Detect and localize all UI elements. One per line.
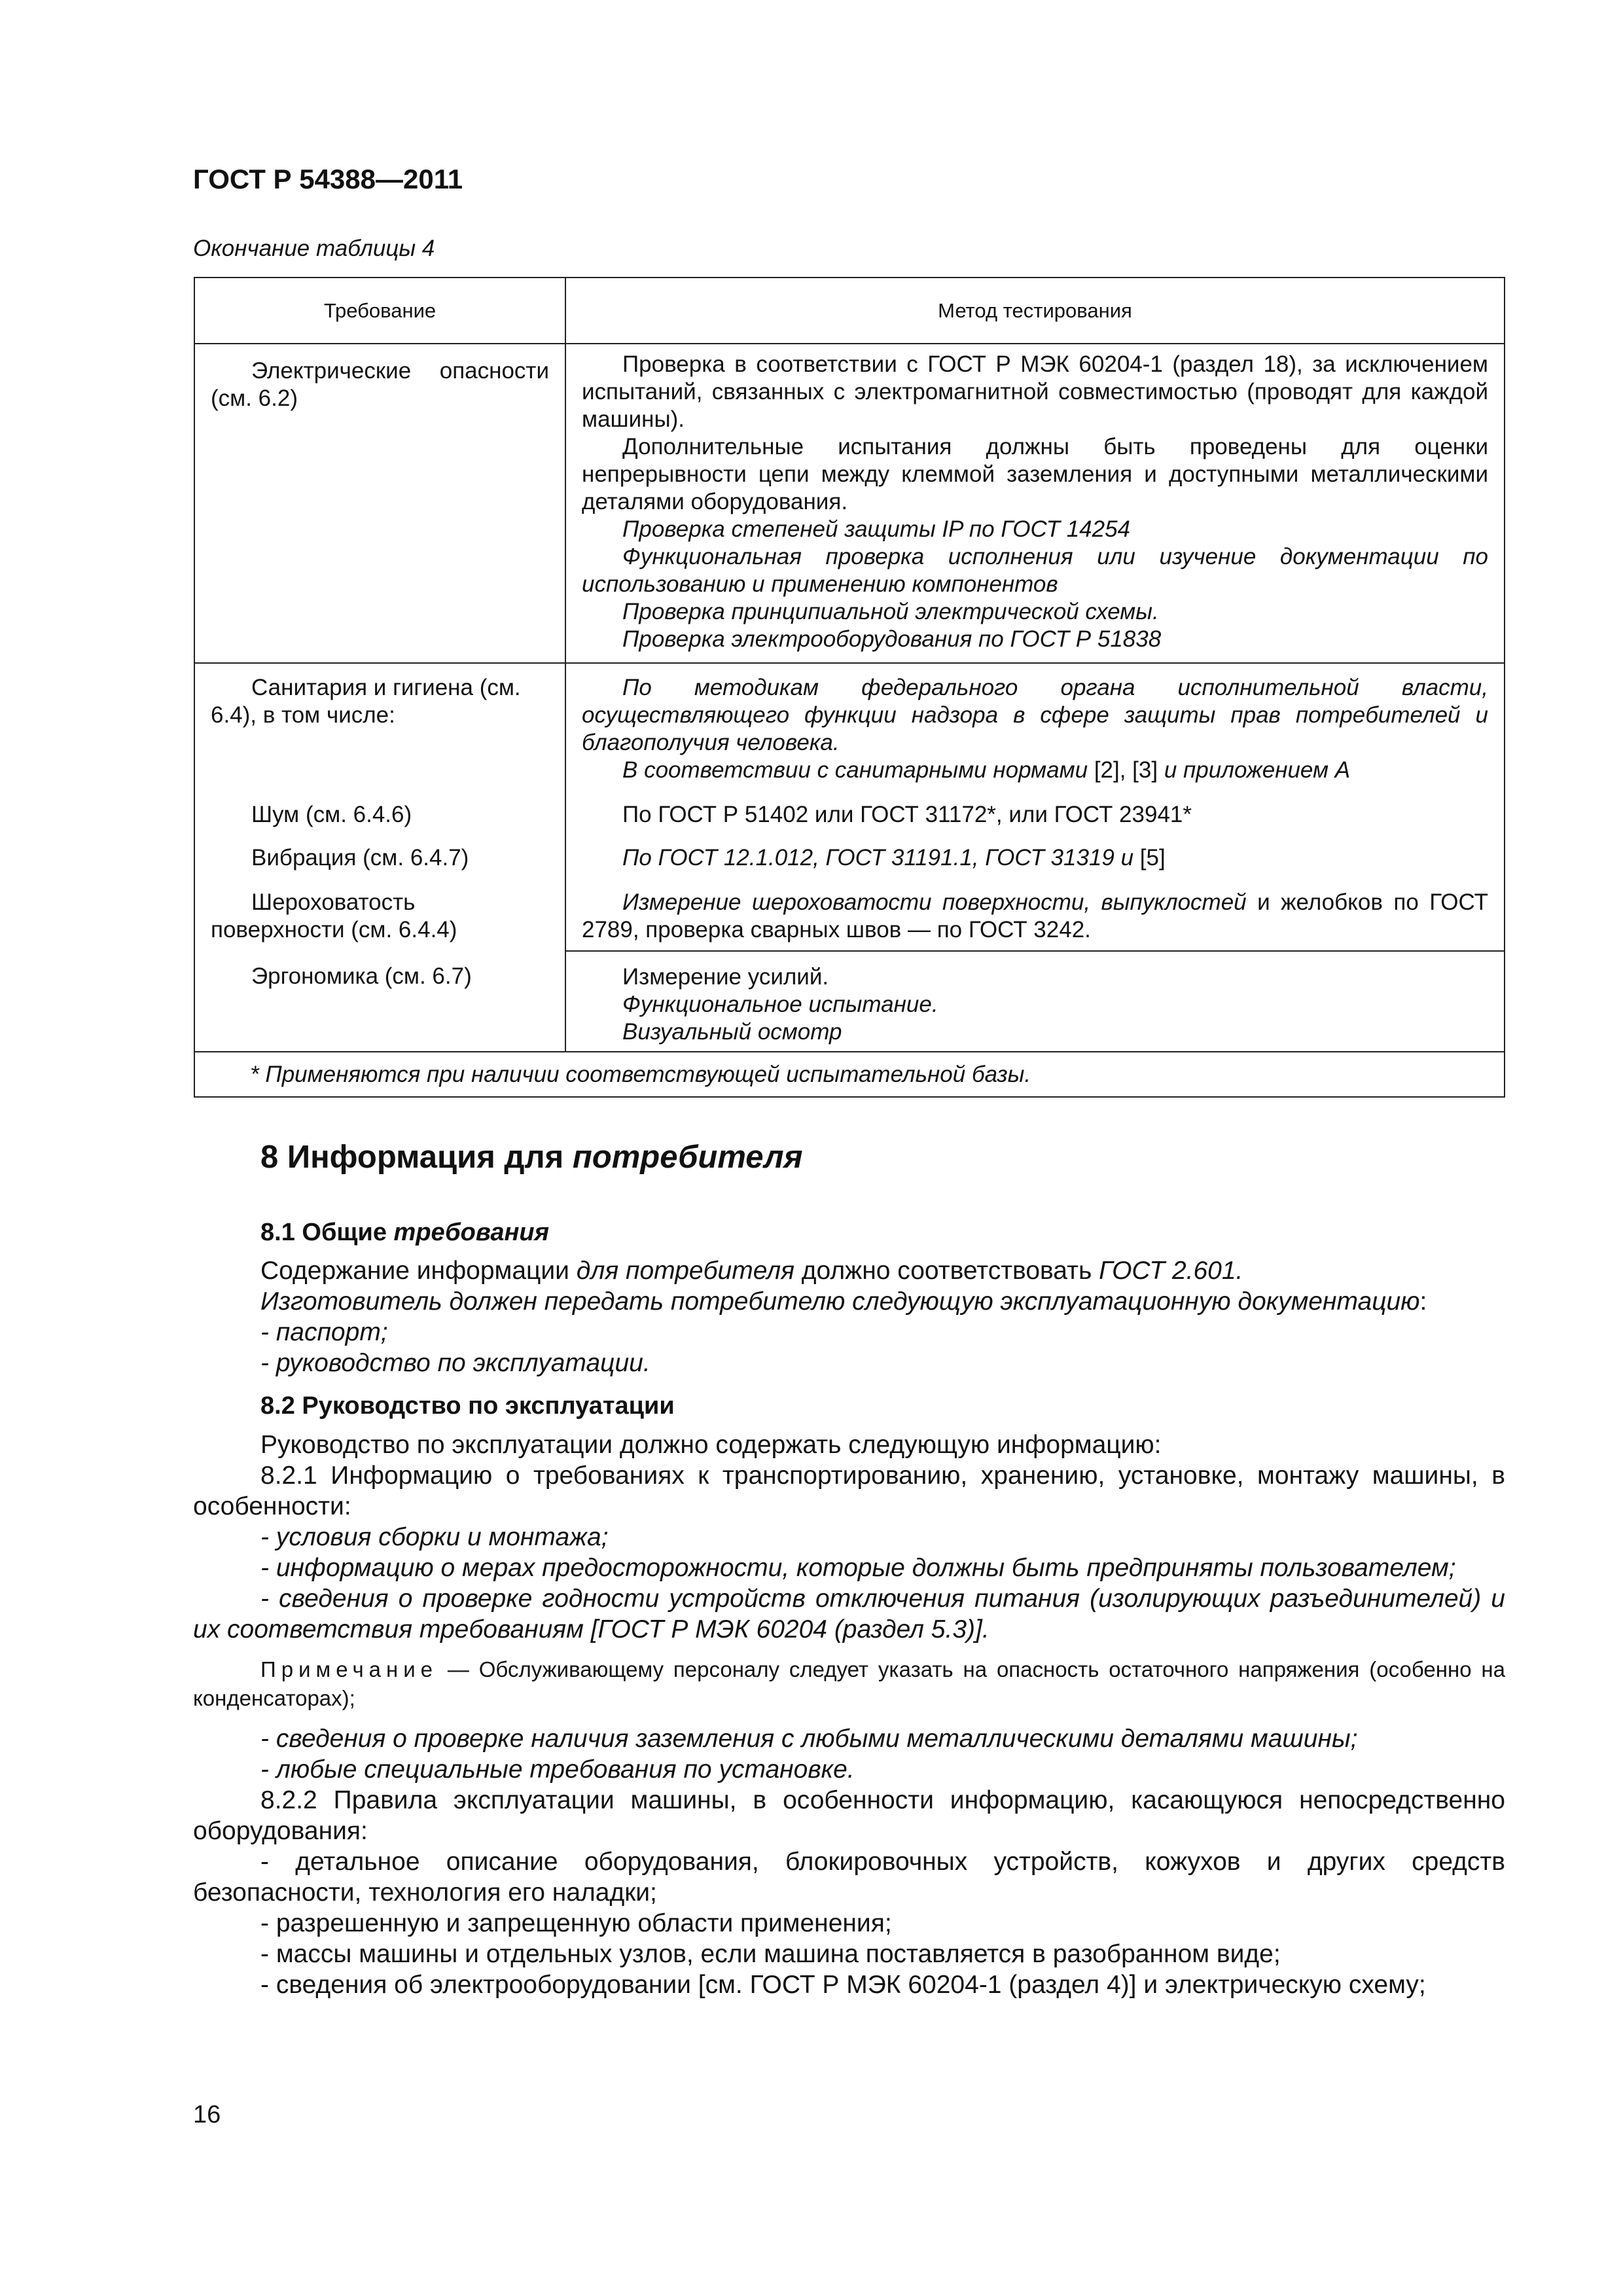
method-sanitation-p2: В соответствии с санитарными нормами [2], [3] и приложением А bbox=[622, 757, 1351, 783]
list-item: - условия сборки и монтажа; bbox=[260, 1523, 609, 1551]
section-8-2-title: 8.2 Руководство по эксплуатации bbox=[260, 1392, 675, 1420]
section-8-1-title: 8.1 Общие требования bbox=[260, 1219, 549, 1246]
list-item: - информацию о мерах предосторожности, которые должны быть предприняты пользователем; bbox=[260, 1554, 1456, 1582]
method-sanitation-p1: По методикам федерального органа исполнительной власти, осуществляющего функции надзора в сфере защиты прав потребителей и благополучия человека. bbox=[582, 675, 1488, 755]
note-label: Примечание bbox=[260, 1657, 438, 1681]
section-8-1-body bbox=[193, 1255, 1505, 1378]
note: Примечание — Обслуживающему персоналу следует указать на опасность остаточного напряжения (особенно на конденсаторах); bbox=[193, 1657, 1505, 1710]
requirements-table bbox=[194, 277, 1505, 1098]
section-8-2-body bbox=[193, 1429, 1505, 2000]
paragraph: Изготовитель должен передать потребителю следующую эксплуатационную документацию: bbox=[260, 1287, 1427, 1316]
req-electrical: Электрические опасности (см. 6.2) bbox=[211, 358, 549, 411]
method-ergonomics-p3: Визуальный осмотр bbox=[622, 1019, 842, 1045]
req-noise: Шум (см. 6.4.6) bbox=[251, 802, 412, 827]
method-noise: По ГОСТ Р 51402 или ГОСТ 31172*, или ГОСТ 23941* bbox=[622, 802, 1192, 827]
list-item: - руководство по эксплуатации. bbox=[260, 1349, 651, 1377]
method-ergonomics-p2: Функциональное испытание. bbox=[622, 992, 938, 1017]
req-sanitation: Санитария и гигиена (см. 6.4), в том числе: bbox=[211, 675, 521, 728]
method-electrical-p1: Проверка в соответствии с ГОСТ Р МЭК 60204-1 (раздел 18), за исключением испытаний, связанных с электромагнитной совместимостью (проводят для каждой машины). bbox=[582, 351, 1488, 432]
method-vibration: По ГОСТ 12.1.012, ГОСТ 31191.1, ГОСТ 31319 и [5] bbox=[622, 845, 1166, 870]
list-item: - разрешенную и запрещенную области применения; bbox=[260, 1909, 892, 1937]
method-electrical-p4: Функциональная проверка исполнения или изучение документации по использованию и применению компонентов bbox=[582, 544, 1488, 597]
list-item: - детальное описание оборудования, блокировочных устройств, кожухов и других средств безопасности, технология его наладки; bbox=[193, 1848, 1505, 1907]
header-method: Метод тестирования bbox=[565, 278, 1505, 344]
section-8-title: 8 Информация для потребителя bbox=[260, 1139, 803, 1175]
document-code: ГОСТ Р 54388—2011 bbox=[193, 164, 463, 194]
method-electrical-p5: Проверка принципиальной электрической схемы. bbox=[622, 599, 1159, 624]
paragraph: 8.2.1 Информацию о требованиях к транспортированию, хранению, установке, монтажу машины, в особенности: bbox=[193, 1462, 1505, 1520]
req-ergonomics: Эргономика (см. 6.7) bbox=[251, 963, 472, 989]
table-row bbox=[194, 663, 1505, 784]
paragraph: 8.2.2 Правила эксплуатации машины, в особенности информацию, касающуюся непосредственно оборудования: bbox=[193, 1786, 1505, 1845]
method-electrical-p3: Проверка степеней защиты IP по ГОСТ 14254 bbox=[622, 516, 1131, 542]
list-item: - массы машины и отдельных узлов, если машина поставляется в разобранном виде; bbox=[260, 1940, 1281, 1968]
method-ergonomics-p1: Измерение усилий. bbox=[622, 964, 829, 990]
header-requirement: Требование bbox=[194, 278, 565, 344]
table-row bbox=[194, 872, 1505, 951]
req-vibration: Вибрация (см. 6.4.7) bbox=[251, 845, 469, 870]
table-row bbox=[194, 951, 1505, 1052]
table-footnote: * Применяются при наличии соответствующей испытательной базы. bbox=[250, 1061, 1031, 1087]
req-roughness: Шероховатость поверхности (см. 6.4.4) bbox=[211, 889, 457, 942]
list-item: - сведения об электрооборудовании [см. ГОСТ Р МЭК 60204-1 (раздел 4)] и электрическую схему; bbox=[260, 1971, 1426, 1999]
table-row bbox=[194, 344, 1505, 663]
table-footnote-row bbox=[194, 1052, 1505, 1097]
method-electrical-p2: Дополнительные испытания должны быть проведены для оценки непрерывности цепи между клеммой заземления и доступными металлическими деталями оборудования. bbox=[582, 434, 1488, 514]
list-item: - любые специальные требования по установке. bbox=[260, 1755, 855, 1784]
method-roughness: Измерение шероховатости поверхности, выпуклостей и желобков по ГОСТ 2789, проверка сварных швов — по ГОСТ 3242. bbox=[582, 889, 1488, 942]
table-row bbox=[194, 784, 1505, 829]
method-electrical-p6: Проверка электрооборудования по ГОСТ Р 51838 bbox=[622, 626, 1162, 652]
page-number: 16 bbox=[193, 2101, 221, 2128]
list-item: - паспорт; bbox=[260, 1318, 388, 1346]
paragraph: Содержание информации для потребителя должно соответствовать ГОСТ 2.601. bbox=[260, 1257, 1243, 1285]
paragraph: Руководство по эксплуатации должно содержать следующую информацию: bbox=[260, 1431, 1162, 1459]
list-item: - сведения о проверке наличия заземления с любыми металлическими деталями машины; bbox=[260, 1725, 1358, 1753]
table-row bbox=[194, 829, 1505, 872]
list-item: - сведения о проверке годности устройств отключения питания (изолирующих разъединителей) и их соответствия требованиям [ГОСТ Р МЭК 60204 (раздел 5.3)]. bbox=[193, 1585, 1505, 1643]
table-caption: Окончание таблицы 4 bbox=[193, 236, 435, 261]
table-header-row bbox=[194, 278, 1505, 344]
